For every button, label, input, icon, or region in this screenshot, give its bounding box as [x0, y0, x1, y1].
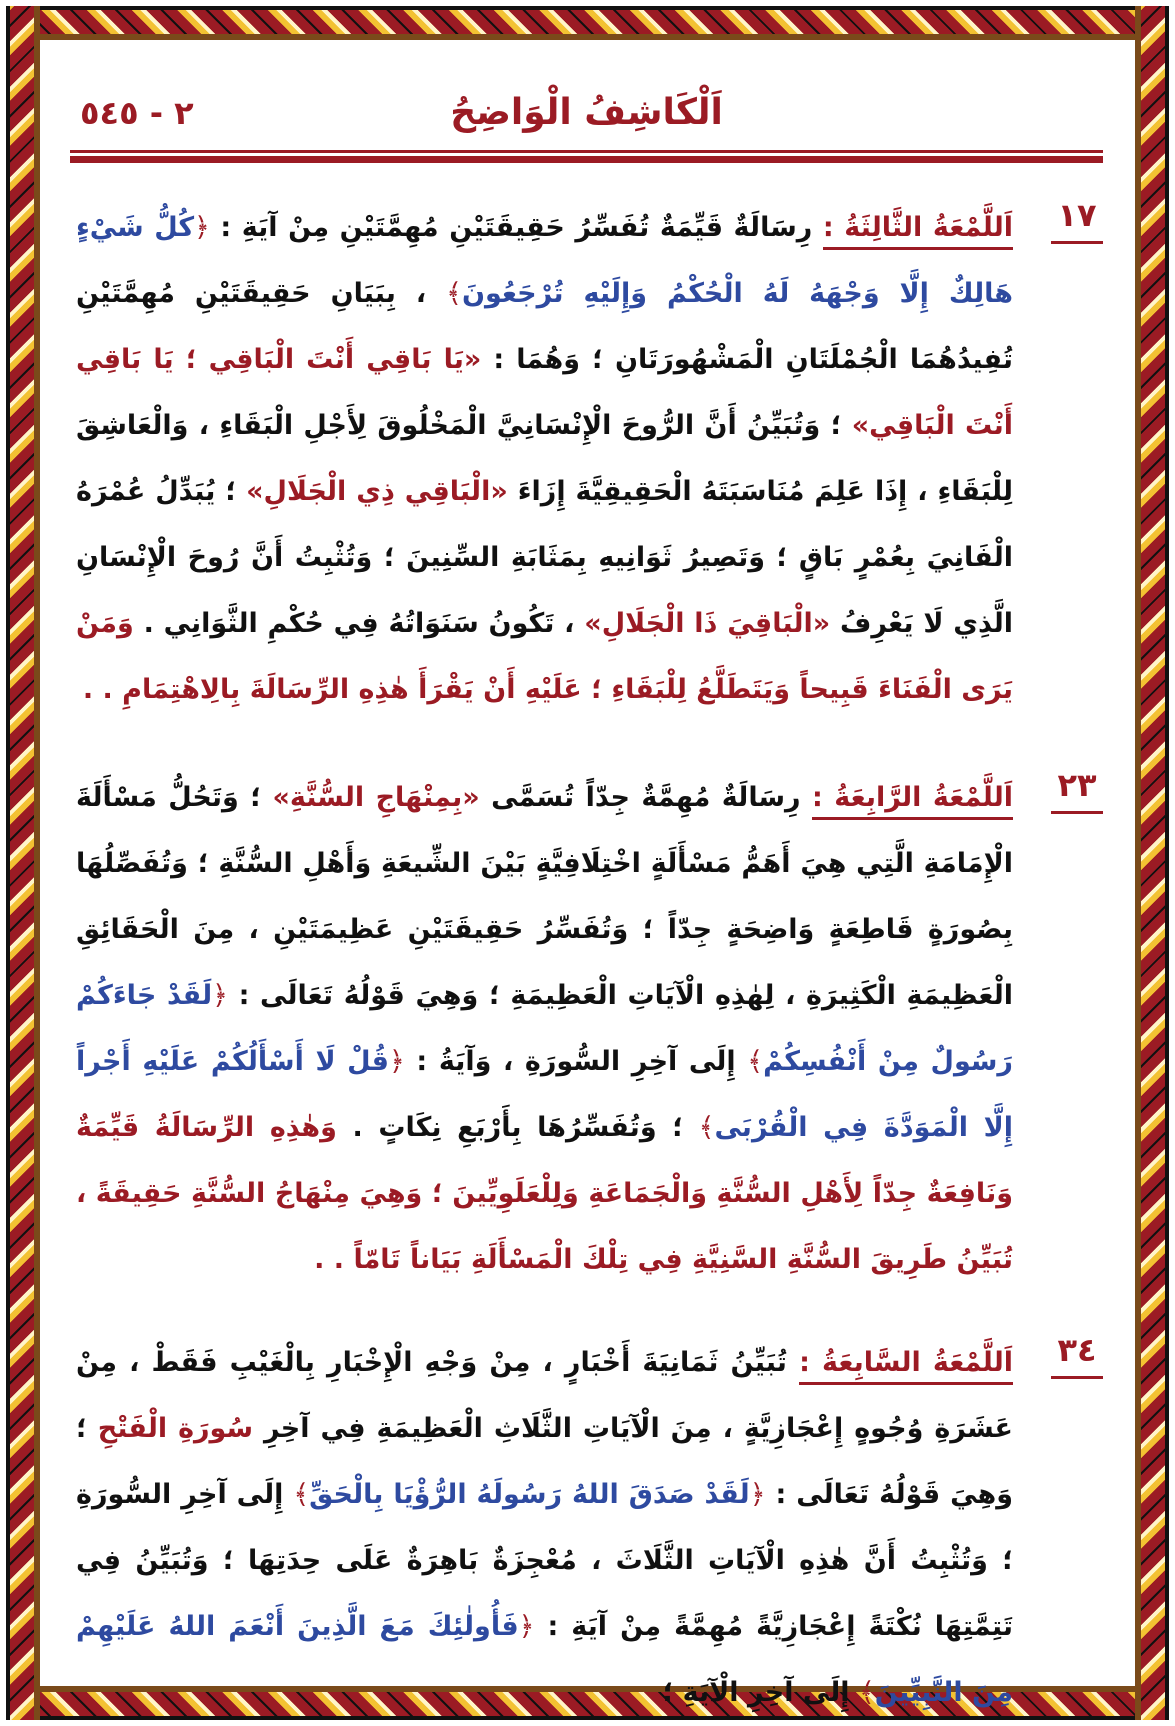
quote-red: «الْبَاقِي ذِي الْجَلَالِ»	[246, 476, 508, 507]
body-text: ؛ وَتُفَسِّرُهَا بِأَرْبَعِ نِكَاتٍ .	[336, 1112, 699, 1143]
section-label: اَللَّمْعَةُ السَّابِعَةُ :	[799, 1347, 1013, 1385]
border-top	[6, 6, 1169, 40]
body-text: ؛ وَتُبَيِّنُ أَنَّ الرُّوحَ الْإِنْسَانِيَّ الْمَخْلُوقَ لِأَجْلِ الْبَقَاءِ ، وَالْعَاشِقَ لِلْبَقَاءِ ، إِذَا عَلِمَ مُنَاسَبَتَهُ الْحَقِيقِيَّةَ إِزَاءَ	[76, 410, 1013, 507]
quran-verse: لَقَدْ صَدَقَ اللهُ رَسُولَهُ الرُّؤْيَا بِالْحَقِّ	[309, 1479, 750, 1510]
quran-verse: لَقَدْ جَاءَكُمْ رَسُولٌ مِنْ أَنْفُسِكُمْ	[76, 980, 1013, 1077]
ornate-bracket-close-icon: ﴾	[293, 1479, 310, 1510]
quote-red: «يَا بَاقِي أَنْتَ الْبَاقِي ؛ يَا بَاقِي أَنْتَ الْبَاقِي»	[76, 344, 1014, 441]
section-body	[76, 765, 1013, 1293]
quran-verse: فَأُولٰئِكَ مَعَ الَّذِينَ أَنْعَمَ اللهُ عَلَيْهِمْ مِنَ النَّبِيِّينَ	[76, 1611, 1013, 1708]
quote-red: «بِمِنْهَاجِ السُّنَّةِ»	[272, 782, 480, 813]
ornate-bracket-close-icon: ﴾	[698, 1112, 715, 1143]
body-text: تُبَيِّنُ ثَمَانِيَةَ أَخْبَارٍ ، مِنْ وَجْهِ الْإِخْبَارِ بِالْغَيْبِ فَقَطْ ، مِنْ عَشَرَةِ وُجُوهٍ إِعْجَازِيَّةٍ ، مِنَ الْآيَاتِ الثَّلَاثِ الْعَظِيمَةِ فِي آخِرِ	[76, 1347, 1013, 1444]
ornate-bracket-open-icon: ﴿	[749, 1479, 766, 1510]
emphasis-red: وَهٰذِهِ الرِّسَالَةُ قَيِّمَةٌ وَنَافِعَةٌ جِدّاً لِأَهْلِ السُّنَّةِ وَالْجَمَاعَةِ وَلِلْعَلَوِيِّينَ ؛ وَهِيَ مِنْهَاجُ السُّنَّةِ حَقِيقَةً ، تُبَيِّنُ طَرِيقَ السُّنَّةِ السَّنِيَّةِ فِي تِلْكَ الْمَسْأَلَةِ بَيَاناً تَامّاً . .	[76, 1112, 1013, 1275]
section-body	[76, 1330, 1013, 1726]
body-text: رِسَالَةٌ قَيِّمَةٌ تُفَسِّرُ حَقِيقَتَيْنِ مُهِمَّتَيْنِ مِنْ آيَةِ :	[209, 212, 823, 243]
quran-verse: قُلْ لَا أَسْأَلُكُمْ عَلَيْهِ أَجْراً إِلَّا الْمَوَدَّةَ فِي الْقُرْبَى	[76, 1046, 1014, 1143]
page-number: ٢ - ٥٤٥	[80, 94, 194, 132]
header-rule-thick	[70, 156, 1103, 163]
body-text: إِلَى آخِرِ السُّورَةِ ؛ وَتُثْبِتُ أَنَّ هٰذِهِ الْآيَاتِ الثَّلَاثَ ، مُعْجِزَةٌ بَاهِرَةٌ عَلَى حِدَتِهَا ؛ وَتُبَيِّنُ فِي تَتِمَّتِهَا نُكْتَةً إِعْجَازِيَّةً مُهِمَّةً مِنْ آيَةِ :	[76, 1479, 1013, 1642]
section-number: ١٧	[1051, 195, 1103, 244]
border-right	[1135, 6, 1169, 1720]
ornate-bracket-close-icon: ﴾	[446, 278, 462, 309]
body-text: إِلَى آخِرِ الْآيَةِ ؛	[662, 1677, 859, 1708]
body-text: رِسَالَةٌ مُهِمَّةٌ جِدّاً تُسَمَّى	[479, 782, 812, 813]
body-text: ، تَكُونُ سَنَوَاتُهُ فِي حُكْمِ الثَّوَانِي .	[133, 608, 585, 639]
quran-verse: كُلُّ شَيْءٍ هَالِكٌ إِلَّا وَجْهَهُ لَهُ الْحُكْمُ وَإِلَيْهِ تُرْجَعُونَ	[76, 212, 1014, 309]
header-rule-thin	[70, 150, 1103, 153]
ornate-bracket-close-icon: ﴾	[747, 1046, 764, 1077]
ornate-bracket-open-icon: ﴿	[194, 212, 210, 243]
section-label: اَللَّمْعَةُ الثَّالِثَةُ :	[823, 212, 1013, 250]
ornate-bracket-open-icon: ﴿	[212, 980, 228, 1011]
body-text: ، بِبَيَانِ حَقِيقَتَيْنِ مُهِمَّتَيْنِ تُفِيدُهُمَا الْجُمْلَتَانِ الْمَشْهُورَتَانِ ؛ وَهُمَا :	[76, 278, 1014, 375]
page-header	[70, 92, 1103, 142]
quote-red: «الْبَاقِيَ ذَا الْجَلَالِ»	[584, 608, 831, 639]
section-number: ٢٣	[1051, 765, 1103, 814]
body-text: ؛ وَهِيَ قَوْلُهُ تَعَالَى :	[76, 1413, 1014, 1510]
surah-name: سُورَةِ الْفَتْحِ	[97, 1413, 254, 1444]
section-label: اَللَّمْعَةُ الرَّابِعَةُ :	[812, 782, 1013, 820]
ornate-bracket-open-icon: ﴿	[388, 1046, 405, 1077]
ornate-bracket-close-icon: ﴾	[858, 1677, 875, 1708]
body-text: ؛ وَتَحُلُّ مَسْأَلَةَ الْإِمَامَةِ الَّتِي هِيَ أَهَمُّ مَسْأَلَةٍ اخْتِلَافِيَّةٍ بَيْنَ الشِّيعَةِ وَأَهْلِ السُّنَّةِ ؛ وَتُفَصِّلُهَا بِصُورَةٍ قَاطِعَةٍ وَاضِحَةٍ جِدّاً ؛ وَتُفَسِّرُ حَقِيقَتَيْنِ عَظِيمَتَيْنِ ، مِنَ الْحَقَائِقِ الْعَظِيمَةِ الْكَثِيرَةِ ، لِهٰذِهِ الْآيَاتِ الْعَظِيمَةِ ؛ وَهِيَ قَوْلُهُ تَعَالَى :	[76, 782, 1013, 1011]
body-text: إِلَى آخِرِ السُّورَةِ ، وَآيَةُ :	[404, 1046, 748, 1077]
section-body	[76, 195, 1013, 723]
book-title: اَلْكَاشِفُ الْوَاضِحُ	[450, 92, 723, 133]
section-number: ٣٤	[1051, 1330, 1103, 1379]
border-left	[6, 6, 40, 1720]
body-text: ؛ يُبَدِّلُ عُمْرَهُ الْفَانِيَ بِعُمْرٍ بَاقٍ ؛ وَتَصِيرُ ثَوَانِيهِ بِمَثَابَةِ السِّنِينَ ؛ وَتُثْبِتُ أَنَّ رُوحَ الْإِنْسَانِ الَّذِي لَا يَعْرِفُ	[76, 476, 1014, 639]
ornate-bracket-open-icon: ﴿	[518, 1611, 535, 1642]
emphasis-red: وَمَنْ يَرَى الْفَنَاءَ قَبِيحاً وَيَتَطَلَّعُ لِلْبَقَاءِ ؛ عَلَيْهِ أَنْ يَقْرَأَ هٰذِهِ الرِّسَالَةَ بِالِاهْتِمَامِ . .	[76, 608, 1013, 705]
